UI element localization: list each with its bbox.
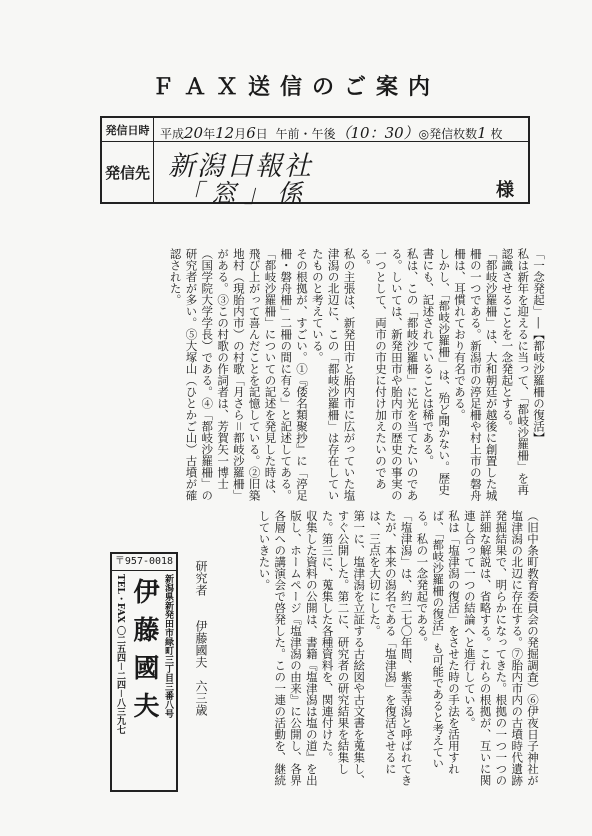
author-name: 伊藤國夫 <box>194 620 208 668</box>
pages-label: ◎発信枚数 <box>418 127 478 141</box>
author-age: 六三歳 <box>194 680 208 716</box>
fax-header-box <box>100 116 530 208</box>
pages: 1 <box>477 124 487 142</box>
month: 12 <box>215 124 235 142</box>
am-label: 午前 <box>275 127 300 141</box>
day: 6 <box>246 124 256 142</box>
stamp-name: 伊藤國夫 <box>129 578 159 730</box>
pages-suffix: 枚 <box>490 127 503 141</box>
stamp-zip: 〒957-0018 <box>112 554 176 571</box>
year: 20 <box>184 124 204 142</box>
dest-label: 発信先 <box>102 142 154 202</box>
time: （10：30） <box>335 124 419 142</box>
address-stamp <box>110 552 178 792</box>
year-suffix: 年 <box>203 127 216 141</box>
author-role: 研究者 <box>194 560 208 596</box>
month-suffix: 月 <box>234 127 247 141</box>
date-label: 発信日時 <box>102 118 154 141</box>
dest-company: 新潟日報社 <box>168 151 313 182</box>
date-row <box>102 118 528 142</box>
day-suffix: 日 <box>255 127 268 141</box>
main-text: 「一念発起」―【都岐沙羅柵の復活】 私は新年を迎えるに当って、「都岐沙羅柵」を再認識させることを一念発起とする。 「都岐沙羅柵」は、大和朝廷が越後に創置した城柵の一つである。新潟市の渟足柵や村上市の磐舟柵は、耳慣れており有名である。 しかし、「都岐沙羅柵」は、殆ど聞かない。歴史書にも、記述されていることは稀である。 私は、この「都岐沙羅柵」に光を当てたいのである。しいては、新発田市や胎内市の歴史の事実の一つとして、両市の市史に付け加えたいのである。 私の主張は、新発田市と胎内市に広がっていた塩津潟の北辺に、この「都岐沙羅柵」は存在していたものと考えている。 その根拠が、すごい。①『倭名類聚抄』に「渟足柵・磐舟柵」二柵の間に有る」と記述してある。「都岐沙羅柵」についての記述を発見した時は、飛び上がって喜んだことを記憶している。②旧築地村（現胎内市）の村歌「月さら＝都岐沙羅柵」がある。③この村歌の作詞者は、芳賀矢一博士（国学院大学学長）である。④「都岐沙羅柵」の研究者が多い。⑤大塚山（ひとかご山）古墳が確認された。 <box>168 248 546 501</box>
stamp-address: 新潟県新発田市緑町三丁目三番八号 <box>163 574 173 718</box>
page-title: ＦＡＸ送信のご案内 <box>151 74 440 100</box>
honorific: 様 <box>496 180 514 201</box>
era: 平成 <box>160 127 185 141</box>
destination-row <box>102 142 528 208</box>
dest-dept: 「窓」係 <box>178 179 311 208</box>
date-line: 平成20年12月6日 午前・午後（10：30）◎発信枚数1 枚 <box>160 124 503 142</box>
lower-text: （旧中条町教育委員会の発掘調査）⑥伊夜日子神社が塩津潟の北辺に存在する。⑦胎内市内の古墳時代遺跡発掘結果で、明らかになってきた。根拠の一つ一つの詳細な解説は、省略する。これらの根拠が、互いに関連し合って一つの結論へと進行している。 私は「塩津潟の復活」をさせた時の手法を活用すれば、「都岐沙羅柵の復活」も可能であると考えている。私の一念発起である。 「塩津潟」は、約二七〇年間、紫雲寺潟と呼ばれてきたが、本来の潟名である「塩津潟」を復活させるには、三点を大切にした。 第一に、塩津潟を立証する古絵図や古文書を蒐集し、すぐ公開した。第二に、研究者の研究結果を結集した。第三に、蒐集した各種資料を、関連付けた。 収集した資料の公開は、書籍『塩津潟は塩の道』を出版し、ホームページ『塩津潟の由来』に公開し、各界各層への講演会で啓発した。この一連の活動を、継続していきたい。 <box>257 510 540 786</box>
stamp-tel: TEL・FAX 〇二五四－二四－八三九七 <box>115 574 125 734</box>
pm-label: 午後 <box>311 127 336 141</box>
